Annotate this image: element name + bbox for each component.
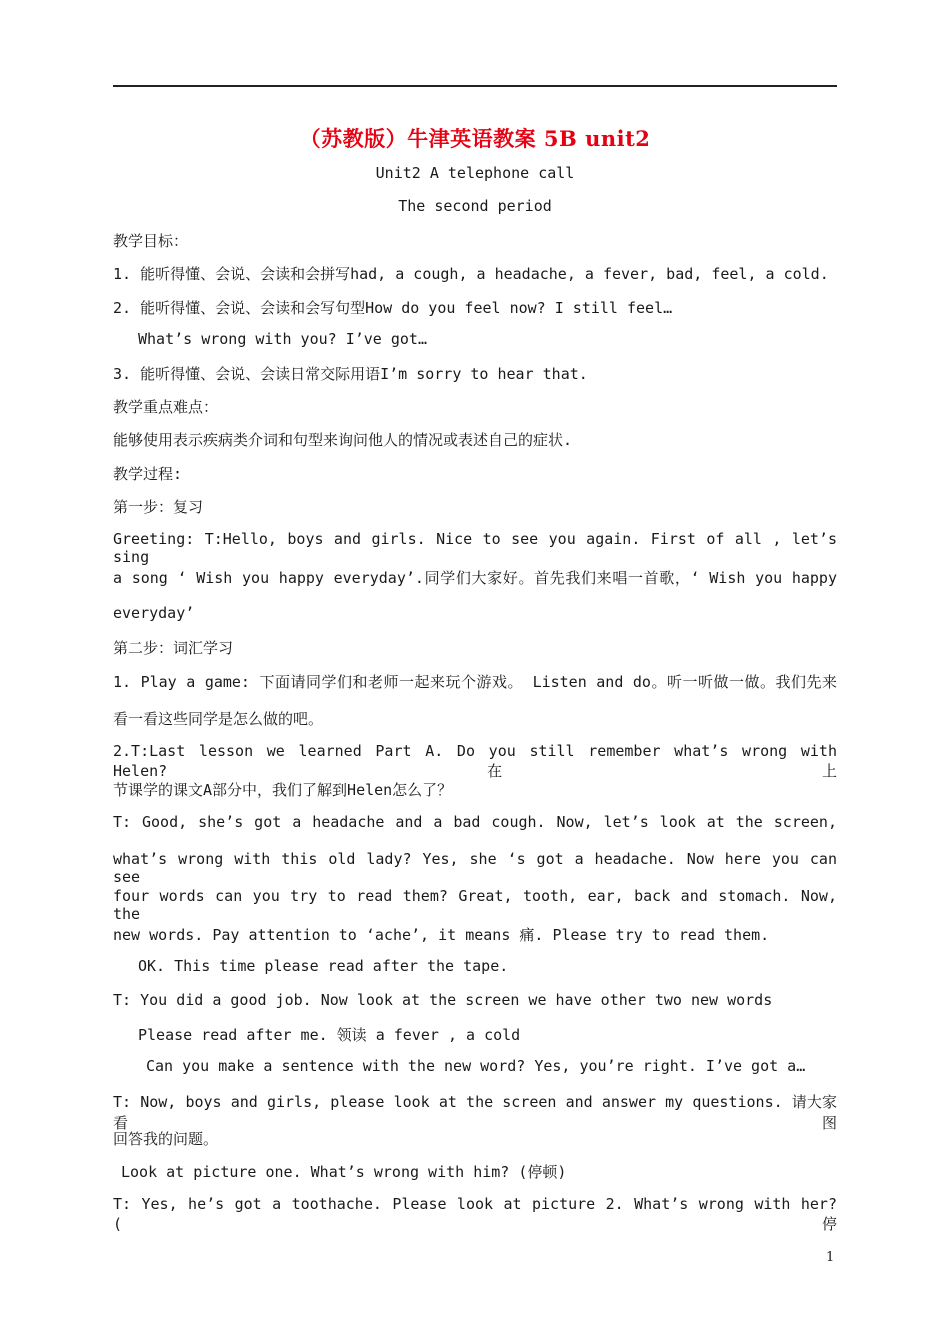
body-line: Please read after me. 领读 a fever , a cold bbox=[138, 1026, 521, 1044]
unit-subtitle: Unit2 A telephone call bbox=[375, 164, 575, 182]
body-line: T: You did a good job. Now look at the screen we have other two new words bbox=[113, 991, 773, 1009]
objective-line: 3. 能听得懂、会说、会读日常交际用语I’m sorry to hear that. bbox=[113, 365, 588, 383]
body-line: T: Good, she’s got a headache and a bad cough. Now, let’s look at the screen, bbox=[113, 813, 837, 831]
body-line: T: Now, boys and girls, please look at the screen and answer my questions. 请大家看图 bbox=[113, 1093, 837, 1132]
body-line: T: Yes, he’s got a toothache. Please look at picture 2. What’s wrong with her? (停 bbox=[113, 1195, 837, 1233]
body-line: Can you make a sentence with the new word? Yes, you’re right. I’ve got a… bbox=[146, 1057, 806, 1075]
body-line: 1. Play a game: 下面请同学们和老师一起来玩个游戏。 Listen and do。听一听做一做。我们先来 bbox=[113, 673, 837, 691]
document-title: （苏教版）牛津英语教案 5B unit2 bbox=[299, 126, 651, 151]
body-line: everyday’ bbox=[113, 604, 195, 622]
step-heading: 第一步：复习 bbox=[113, 498, 204, 516]
objective-line: 2. 能听得懂、会说、会读和会写句型How do you feel now? I still feel… bbox=[113, 299, 673, 317]
section-heading-process: 教学过程: bbox=[113, 465, 183, 483]
body-line: 2.T:Last lesson we learned Part A. Do you still remember what’s wrong with Helen?在上 bbox=[113, 742, 837, 780]
step-heading: 第二步：词汇学习 bbox=[113, 639, 234, 657]
body-line: 看一看这些同学是怎么做的吧。 bbox=[113, 710, 324, 728]
objective-line: 1. 能听得懂、会说、会读和会拼写had, a cough, a headache, a fever, bad, feel, a cold. bbox=[113, 265, 829, 283]
body-line: 回答我的问题。 bbox=[113, 1130, 219, 1148]
body-line: a song ‘ Wish you happy everyday’.同学们大家好。首先我们来唱一首歌，‘ Wish you happy bbox=[113, 569, 837, 587]
body-line: what’s wrong with this old lady? Yes, she ‘s got a headache. Now here you can see bbox=[113, 850, 837, 886]
body-line: Look at picture one. What’s wrong with him? (停顿) bbox=[121, 1163, 567, 1181]
section-heading-key-points: 教学重点难点： bbox=[113, 398, 219, 416]
header-rule bbox=[113, 85, 837, 87]
objective-line: What’s wrong with you? I’ve got… bbox=[138, 330, 427, 348]
section-heading-objectives: 教学目标： bbox=[113, 232, 189, 250]
body-line: Greeting: T:Hello, boys and girls. Nice to see you again. First of all , let’s sing bbox=[113, 530, 837, 566]
period-subtitle: The second period bbox=[398, 197, 552, 215]
body-line: 能够使用表示疾病类介词和句型来询问他人的情况或表述自己的症状. bbox=[113, 431, 573, 449]
page-number: 1 bbox=[826, 1250, 835, 1265]
body-line: 节课学的课文A部分中，我们了解到Helen怎么了？ bbox=[113, 781, 453, 799]
body-line: four words can you try to read them? Great, tooth, ear, back and stomach. Now, the bbox=[113, 887, 837, 923]
body-line: OK. This time please read after the tape. bbox=[138, 957, 509, 975]
body-line: new words. Pay attention to ‘ache’, it means 痛. Please try to read them. bbox=[113, 926, 770, 944]
